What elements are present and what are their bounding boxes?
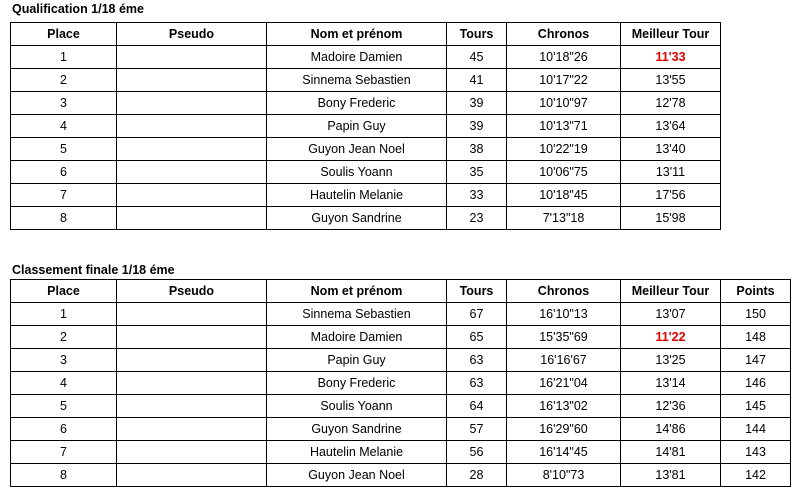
cell-name: Guyon Jean Noel — [267, 138, 447, 161]
cell-place: 2 — [11, 326, 117, 349]
cell-best: 12'36 — [621, 395, 721, 418]
table-row — [11, 464, 791, 487]
cell-tours: 56 — [447, 441, 507, 464]
cell-chronos: 10'13"71 — [507, 115, 621, 138]
cell-pseudo — [117, 395, 267, 418]
cell-pseudo — [117, 326, 267, 349]
cell-place: 6 — [11, 418, 117, 441]
cell-pseudo — [117, 372, 267, 395]
cell-place: 7 — [11, 441, 117, 464]
cell-tours: 35 — [447, 161, 507, 184]
cell-name: Guyon Sandrine — [267, 418, 447, 441]
cell-chronos: 10'18"26 — [507, 46, 621, 69]
header-place: Place — [11, 280, 117, 303]
header-place: Place — [11, 23, 117, 46]
cell-name: Bony Frederic — [267, 372, 447, 395]
cell-name: Sinnema Sebastien — [267, 69, 447, 92]
cell-pseudo — [117, 69, 267, 92]
cell-best: 13'14 — [621, 372, 721, 395]
table-row — [11, 395, 791, 418]
cell-tours: 28 — [447, 464, 507, 487]
cell-name: Guyon Sandrine — [267, 207, 447, 230]
cell-tours: 64 — [447, 395, 507, 418]
cell-best: 15'98 — [621, 207, 721, 230]
cell-pseudo — [117, 138, 267, 161]
cell-place: 5 — [11, 138, 117, 161]
cell-points: 145 — [721, 395, 791, 418]
cell-best: 12'78 — [621, 92, 721, 115]
cell-pseudo — [117, 46, 267, 69]
cell-chronos: 10'06"75 — [507, 161, 621, 184]
cell-points: 146 — [721, 372, 791, 395]
final-header-row — [11, 280, 791, 303]
header-chronos: Chronos — [507, 280, 621, 303]
table-row — [11, 418, 791, 441]
cell-place: 4 — [11, 372, 117, 395]
cell-pseudo — [117, 92, 267, 115]
header-name: Nom et prénom — [267, 23, 447, 46]
cell-chronos: 16'21"04 — [507, 372, 621, 395]
cell-best: 13'81 — [621, 464, 721, 487]
header-tours: Tours — [447, 280, 507, 303]
header-best-lap: Meilleur Tour — [621, 280, 721, 303]
cell-points: 147 — [721, 349, 791, 372]
cell-place: 3 — [11, 349, 117, 372]
cell-tours: 63 — [447, 349, 507, 372]
cell-tours: 33 — [447, 184, 507, 207]
table-row — [11, 303, 791, 326]
cell-pseudo — [117, 303, 267, 326]
cell-pseudo — [117, 349, 267, 372]
table-row — [11, 184, 721, 207]
cell-chronos: 10'18"45 — [507, 184, 621, 207]
cell-place: 8 — [11, 207, 117, 230]
cell-best: 11'33 — [621, 46, 721, 69]
cell-name: Papin Guy — [267, 349, 447, 372]
cell-chronos: 10'22"19 — [507, 138, 621, 161]
cell-pseudo — [117, 161, 267, 184]
cell-best: 13'07 — [621, 303, 721, 326]
cell-name: Hautelin Melanie — [267, 441, 447, 464]
cell-name: Madoire Damien — [267, 326, 447, 349]
table-row — [11, 69, 721, 92]
cell-best: 13'64 — [621, 115, 721, 138]
cell-tours: 39 — [447, 115, 507, 138]
cell-tours: 41 — [447, 69, 507, 92]
cell-tours: 63 — [447, 372, 507, 395]
header-tours: Tours — [447, 23, 507, 46]
cell-best: 11'22 — [621, 326, 721, 349]
header-best-lap: Meilleur Tour — [621, 23, 721, 46]
final-table — [10, 279, 791, 487]
cell-best: 14'81 — [621, 441, 721, 464]
cell-best: 13'55 — [621, 69, 721, 92]
cell-name: Papin Guy — [267, 115, 447, 138]
cell-tours: 57 — [447, 418, 507, 441]
qualification-title: Qualification 1/18 éme — [12, 2, 144, 16]
cell-place: 3 — [11, 92, 117, 115]
cell-name: Soulis Yoann — [267, 161, 447, 184]
cell-chronos: 16'29"60 — [507, 418, 621, 441]
cell-name: Madoire Damien — [267, 46, 447, 69]
cell-best: 14'86 — [621, 418, 721, 441]
cell-place: 6 — [11, 161, 117, 184]
cell-place: 1 — [11, 303, 117, 326]
table-row — [11, 138, 721, 161]
table-row — [11, 46, 721, 69]
table-row — [11, 161, 721, 184]
cell-chronos: 16'14"45 — [507, 441, 621, 464]
header-chronos: Chronos — [507, 23, 621, 46]
cell-chronos: 16'13"02 — [507, 395, 621, 418]
table-row — [11, 326, 791, 349]
table-row — [11, 441, 791, 464]
cell-place: 8 — [11, 464, 117, 487]
cell-name: Guyon Jean Noel — [267, 464, 447, 487]
table-row — [11, 207, 721, 230]
cell-place: 1 — [11, 46, 117, 69]
qualification-header-row — [11, 23, 721, 46]
cell-place: 5 — [11, 395, 117, 418]
final-title: Classement finale 1/18 éme — [12, 263, 175, 277]
cell-best: 17'56 — [621, 184, 721, 207]
cell-best: 13'11 — [621, 161, 721, 184]
table-row — [11, 349, 791, 372]
cell-tours: 23 — [447, 207, 507, 230]
cell-tours: 38 — [447, 138, 507, 161]
cell-pseudo — [117, 418, 267, 441]
cell-points: 144 — [721, 418, 791, 441]
cell-points: 148 — [721, 326, 791, 349]
cell-place: 4 — [11, 115, 117, 138]
cell-chronos: 16'16'67 — [507, 349, 621, 372]
table-row — [11, 92, 721, 115]
cell-tours: 67 — [447, 303, 507, 326]
qualification-table — [10, 22, 721, 230]
cell-chronos: 15'35"69 — [507, 326, 621, 349]
cell-tours: 65 — [447, 326, 507, 349]
cell-chronos: 8'10"73 — [507, 464, 621, 487]
cell-points: 143 — [721, 441, 791, 464]
header-pseudo: Pseudo — [117, 280, 267, 303]
cell-best: 13'25 — [621, 349, 721, 372]
cell-place: 7 — [11, 184, 117, 207]
header-pseudo: Pseudo — [117, 23, 267, 46]
cell-tours: 45 — [447, 46, 507, 69]
cell-name: Sinnema Sebastien — [267, 303, 447, 326]
cell-name: Hautelin Melanie — [267, 184, 447, 207]
cell-pseudo — [117, 207, 267, 230]
cell-chronos: 7'13"18 — [507, 207, 621, 230]
cell-place: 2 — [11, 69, 117, 92]
cell-chronos: 16'10"13 — [507, 303, 621, 326]
cell-pseudo — [117, 115, 267, 138]
table-row — [11, 115, 721, 138]
cell-tours: 39 — [447, 92, 507, 115]
cell-pseudo — [117, 441, 267, 464]
cell-name: Soulis Yoann — [267, 395, 447, 418]
header-name: Nom et prénom — [267, 280, 447, 303]
cell-chronos: 10'10"97 — [507, 92, 621, 115]
cell-pseudo — [117, 464, 267, 487]
cell-best: 13'40 — [621, 138, 721, 161]
cell-points: 150 — [721, 303, 791, 326]
cell-points: 142 — [721, 464, 791, 487]
cell-pseudo — [117, 184, 267, 207]
table-row — [11, 372, 791, 395]
cell-chronos: 10'17"22 — [507, 69, 621, 92]
header-points: Points — [721, 280, 791, 303]
cell-name: Bony Frederic — [267, 92, 447, 115]
